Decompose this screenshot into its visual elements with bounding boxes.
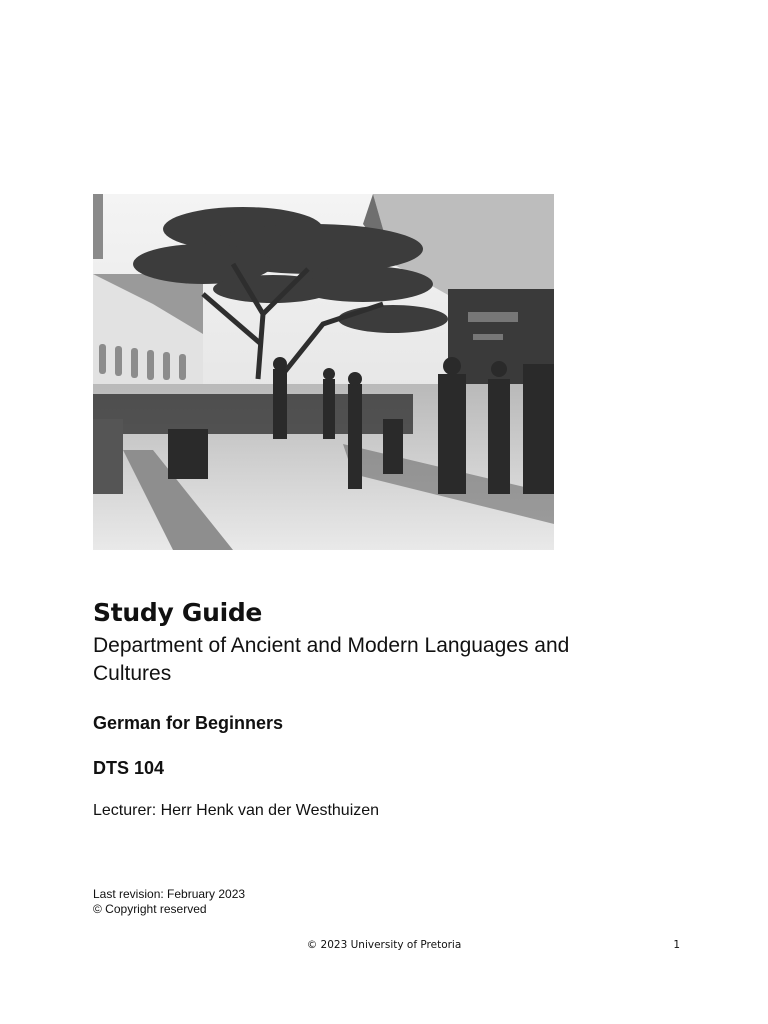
page-title: Study Guide bbox=[93, 598, 263, 627]
page-number: 1 bbox=[673, 939, 680, 951]
footer-copyright: © 2023 University of Pretoria bbox=[306, 939, 462, 951]
course-code: DTS 104 bbox=[93, 758, 165, 778]
revision-date: Last revision: February 2023 bbox=[93, 887, 246, 901]
cover-photo bbox=[93, 194, 554, 550]
course-name: German for Beginners bbox=[93, 713, 284, 733]
lecturer-name: Lecturer: Herr Henk van der Westhuizen bbox=[93, 802, 380, 819]
department-name: Department of Ancient and Modern Languages and Cultures bbox=[93, 634, 570, 685]
copyright-note: © Copyright reserved bbox=[93, 902, 207, 916]
campus-photo-icon bbox=[93, 194, 554, 550]
